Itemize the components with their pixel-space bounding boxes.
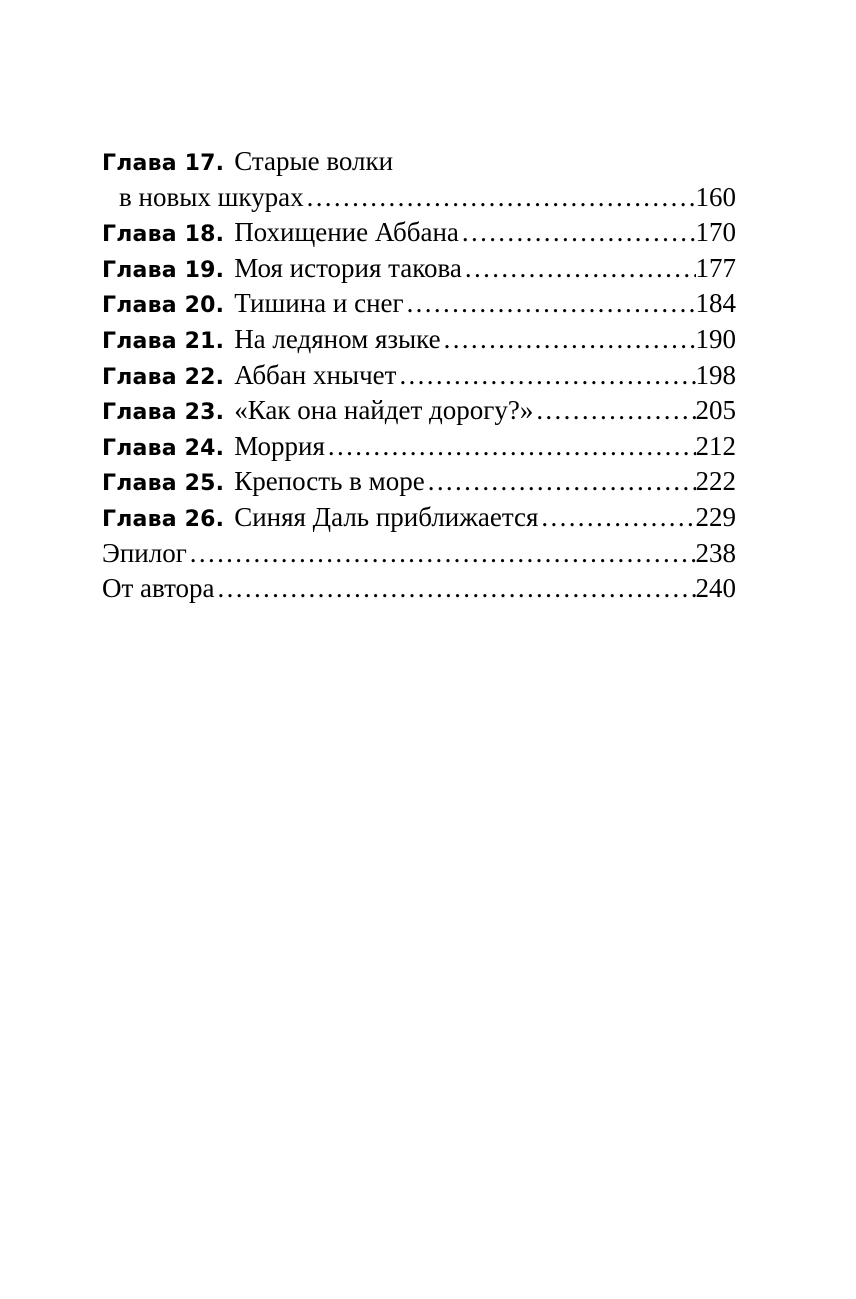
toc-entry-chapter-23 <box>102 393 736 429</box>
dot-leader <box>459 215 696 251</box>
toc-entry-chapter-17-continuation <box>102 180 736 216</box>
page-number: 177 <box>695 252 736 283</box>
toc-entry-chapter-25 <box>102 464 736 500</box>
toc-entry-chapter-17 <box>102 144 736 180</box>
entry-title: На ледяном языке <box>234 323 441 354</box>
dot-leader <box>441 322 696 358</box>
entry-title: Аббан хнычет <box>234 359 397 390</box>
page-number: 222 <box>695 466 736 497</box>
chapter-label: Глава 22. <box>102 364 225 390</box>
dot-leader <box>396 358 695 394</box>
page-number: 205 <box>695 395 736 426</box>
dot-leader <box>304 180 696 216</box>
entry-title: От автора <box>102 573 215 604</box>
dot-leader <box>187 536 696 572</box>
chapter-label: Глава 19. <box>102 257 225 283</box>
entry-title: Крепость в море <box>234 466 425 497</box>
entry-title: Старые волки <box>234 146 394 176</box>
toc-entry-chapter-21 <box>102 322 736 358</box>
dot-leader <box>462 251 696 287</box>
chapter-label: Глава 23. <box>102 400 225 426</box>
table-of-contents <box>102 144 736 607</box>
page-number: 198 <box>695 359 736 390</box>
toc-entry-chapter-22 <box>102 358 736 394</box>
chapter-label: Глава 24. <box>102 435 225 461</box>
entry-title: Эпилог <box>102 537 187 568</box>
dot-leader <box>325 429 696 465</box>
entry-title: Моррия <box>234 430 325 461</box>
entry-title: Моя история такова <box>234 252 462 283</box>
entry-title: Синяя Даль приближается <box>234 501 539 532</box>
chapter-label: Глава 21. <box>102 328 225 354</box>
chapter-label: Глава 25. <box>102 471 225 497</box>
chapter-label: Глава 18. <box>102 222 225 248</box>
entry-title-continuation: в новых шкурах <box>119 181 304 212</box>
page-number: 229 <box>695 501 736 532</box>
entry-title: Тишина и снег <box>234 288 404 319</box>
toc-entry-author-note <box>102 571 736 607</box>
page-number: 170 <box>695 217 736 248</box>
dot-leader <box>538 500 695 536</box>
toc-entry-chapter-19 <box>102 251 736 287</box>
chapter-label: Глава 20. <box>102 293 225 319</box>
dot-leader <box>215 571 696 607</box>
toc-entry-epilogue <box>102 536 736 572</box>
page-number: 184 <box>695 288 736 319</box>
page-number: 238 <box>695 537 736 568</box>
dot-leader <box>425 464 696 500</box>
dot-leader <box>533 393 695 429</box>
page-number: 190 <box>695 323 736 354</box>
toc-entry-chapter-24 <box>102 429 736 465</box>
entry-title: «Как она найдет дорогу?» <box>234 395 534 426</box>
toc-entry-chapter-26 <box>102 500 736 536</box>
page-number: 212 <box>695 430 736 461</box>
toc-entry-chapter-20 <box>102 286 736 322</box>
chapter-label: Глава 26. <box>102 506 225 532</box>
page-number: 240 <box>695 573 736 604</box>
toc-entry-chapter-18 <box>102 215 736 251</box>
entry-title: Похищение Аббана <box>234 217 459 248</box>
page-number: 160 <box>695 181 736 212</box>
dot-leader <box>404 286 696 322</box>
chapter-label: Глава 17. <box>102 151 225 176</box>
